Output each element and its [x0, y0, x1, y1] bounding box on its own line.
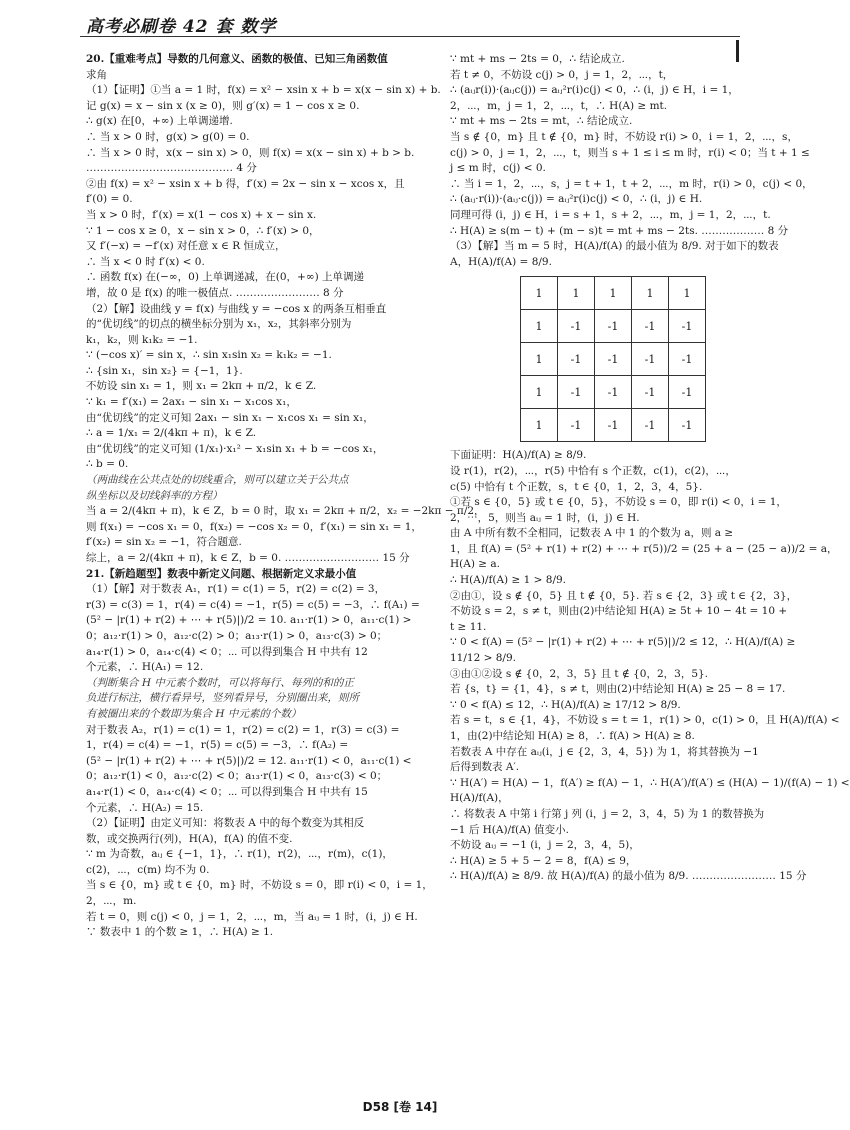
text-line: H(A)/f(A)， [450, 792, 509, 805]
text-line: (5² − |r(1) + r(2) + ⋯ + r(5)|)/2 = 12. a₁₁·r(1) < 0，a₁₁·c(1) < [86, 754, 412, 767]
text-line: （3）【解】当 m = 5 时，H(A)/f(A) 的最小值为 8/9. 对于如下的数表 [450, 240, 779, 253]
text-line: ∴ 将数表 A 中第 i 行第 j 列 (i，j = 2，3，4，5) 为 1 的数替换为 [450, 807, 765, 820]
table-cell: 1 [558, 277, 595, 310]
text-line: 当 x > 0 时，f′(x) = x(1 − cos x) + x − sin x. [86, 208, 317, 221]
text-line: 0；a₁₂·r(1) > 0，a₁₂·c(2) > 0；a₁₃·r(1) > 0，a₁₃·c(3) > 0； [86, 629, 388, 642]
text-line: ②由 f(x) = x² − xsin x + b 得，f′(x) = 2x − sin x − xcos x，且 [86, 177, 405, 190]
text-line: ∴ H(A) ≥ s(m − t) + (m − s)t = mt + ms − 2ts. ……………… 8 分 [450, 224, 789, 237]
table-cell: -1 [595, 409, 632, 442]
table-cell: -1 [558, 310, 595, 343]
text-line: c(j) > 0，j = 1，2，⋯，t，则当 s + 1 ≤ i ≤ m 时，r(i) < 0；当 t + 1 ≤ [450, 146, 810, 159]
text-line: ∵ 1 − cos x ≥ 0，x − sin x > 0，∴ f′(x) > 0， [86, 224, 320, 237]
text-line: ∴ H(A) ≥ 5 + 5 − 2 = 8，f(A) ≤ 9， [450, 854, 637, 867]
table-cell: 1 [521, 376, 558, 409]
text-line: 又 f′(−x) = −f′(x) 对任意 x ∈ R 恒成立， [86, 240, 286, 253]
text-line: （2）【证明】由定义可知：将数表 A 中的每个数变为其相反 [86, 817, 365, 830]
table-cell: -1 [669, 376, 706, 409]
text-line: 设 r(1)，r(2)，⋯，r(5) 中恰有 s 个正数，c(1)，c(2)，⋯， [450, 464, 736, 477]
text-line: 后得到数表 A′. [450, 761, 520, 774]
text-line: ③由①②设 s ∉ {0，2，3，5} 且 t ∉ {0，2，3，5}. [450, 667, 709, 680]
text-line: H(A) ≥ a. [450, 558, 501, 571]
text-line: 当 a = 2/(4kπ + π)，k ∈ Z，b = 0 时，取 x₁ = 2kπ + π/2，x₂ = −2kπ − π/2， [86, 505, 485, 518]
text-line: a₁₄·r(1) > 0，a₁₄·c(4) < 0；⋯ 可以得到集合 H 中共有 12 [86, 645, 368, 658]
text-line: 由 A 中所有数不全相同，记数表 A 中 1 的个数为 a，则 a ≥ [450, 527, 734, 540]
table-cell: 1 [669, 277, 706, 310]
text-line: r(3) = c(3) = 1，r(4) = c(4) = −1，r(5) = c(5) = −3，∴ f(A₁) = [86, 598, 420, 611]
text-line: 由“优切线”的定义可知 2ax₁ − sin x₁ − x₁cos x₁ = sin x₁， [86, 411, 374, 424]
text-line: ∵ 数表中 1 的个数 ≥ 1，∴ H(A) ≥ 1. [86, 926, 274, 939]
text-line: 若 {s，t} = {1，4}，s ≠ t，则由(2)中结论知 H(A) ≥ 25 − 8 = 17. [450, 683, 786, 696]
text-line: ①若 s ∈ {0，5} 或 t ∈ {0，5}，不妨设 s = 0，即 r(i) < 0，i = 1， [450, 496, 787, 509]
text-line: 下面证明：H(A)/f(A) ≥ 8/9. [450, 449, 587, 462]
table-cell: -1 [632, 376, 669, 409]
text-line: ∵ mt + ms − 2ts = 0，∴ 结论成立. [450, 53, 625, 65]
text-line: ∵ k₁ = f′(x₁) = 2ax₁ − sin x₁ − x₁cos x₁， [86, 396, 297, 409]
table-row [521, 409, 706, 442]
table-row [521, 310, 706, 343]
text-line: ∵ mt + ms − 2ts = mt，∴ 结论成立. [450, 115, 633, 128]
table-cell: 1 [595, 277, 632, 310]
text-line: 2，⋯，5，则当 aᵢⱼ = 1 时，(i，j) ∈ H. [450, 511, 640, 524]
text-line: 的“优切线”的切点的横坐标分别为 x₁，x₂，其斜率分别为 [86, 318, 352, 331]
text-line: 20.【重难考点】导数的几何意义、函数的极值、已知三角函数值 [86, 53, 388, 65]
table-cell: 1 [632, 277, 669, 310]
text-line: 11/12 > 8/9. [450, 652, 516, 665]
text-line: 则 f(x₁) = −cos x₁ = 0，f(x₂) = −cos x₂ = 0，f′(x₁) = sin x₁ = 1， [86, 520, 422, 533]
text-line: 当 s ∈ {0，m} 或 t ∈ {0，m} 时，不妨设 s = 0，即 r(i) < 0，i = 1， [86, 879, 433, 892]
text-line: （1）【证明】①当 a = 1 时，f(x) = x² − xsin x + b = x(x − sin x) + b. [86, 84, 441, 97]
text-line: 不妨设 s = 2，s ≠ t，则由(2)中结论知 H(A) ≥ 5t + 10 − 4t = 10 + [450, 605, 788, 618]
table-row [521, 376, 706, 409]
table-cell: -1 [558, 409, 595, 442]
text-line: ∴ H(A)/f(A) ≥ 1 > 8/9. [450, 574, 567, 587]
right-column [450, 52, 850, 885]
table-cell: 1 [521, 277, 558, 310]
text-line: 2，⋯，m. [86, 895, 137, 908]
text-line: 1，且 f(A) = (5² + r(1) + r(2) + ⋯ + r(5))/2 = (25 + a − (25 − a))/2 = a， [450, 542, 838, 555]
text-line: 对于数表 A₂，r(1) = c(1) = 1，r(2) = c(2) = 1，r(3) = c(3) = [86, 723, 400, 736]
text-line: 个元素，∴ H(A₁) = 12. [86, 661, 204, 674]
text-line: …………………………………… 4 分 [86, 162, 257, 175]
text-line: ∴ 当 x > 0 时，g(x) > g(0) = 0. [86, 130, 250, 143]
text-line: 21.【新趋题型】数表中新定义问题、根据新定义求最小值 [86, 567, 357, 580]
table-cell: -1 [632, 310, 669, 343]
header-rule [80, 36, 740, 37]
text-line: ∴ a = 1/x₁ = 2/(4kπ + π)，k ∈ Z. [86, 427, 257, 440]
text-line: ∴ 当 x > 0 时，x(x − sin x) > 0，则 f(x) = x(x − sin x) + b > b. [86, 146, 415, 159]
text-line: 数，或交换两行(列)，H(A)，f(A) 的值不变. [86, 832, 293, 845]
text-line: (5² − |r(1) + r(2) + ⋯ + r(5)|)/2 = 10. a₁₁·r(1) > 0，a₁₁·c(1) > [86, 614, 412, 627]
table-cell: -1 [669, 409, 706, 442]
text-line: t ≥ 11. [450, 620, 487, 633]
text-line: ∴ 函数 f(x) 在(−∞，0) 上单调递减，在(0，+∞) 上单调递 [86, 271, 365, 284]
text-line: f′(0) = 0. [86, 193, 133, 206]
table-cell: -1 [632, 409, 669, 442]
text-line: 不妨设 aᵢⱼ = −1 (i，j = 2，3，4，5)， [450, 839, 640, 852]
text-line: 不妨设 sin x₁ = 1，则 x₁ = 2kπ + π/2，k ∈ Z. [86, 380, 317, 393]
text-line: −1 后 H(A)/f(A) 值变小. [450, 823, 569, 836]
page-footer: D58 [卷 14] [362, 1100, 438, 1114]
text-line: （2）【解】设曲线 y = f(x) 与曲线 y = −cos x 的两条互相垂直 [86, 302, 387, 315]
table-cell: -1 [669, 343, 706, 376]
text-line: 若 t ≠ 0，不妨设 c(j) > 0，j = 1，2，⋯，t， [450, 68, 674, 81]
table-cell: -1 [558, 376, 595, 409]
text-line: 同理可得 (i，j) ∈ H，i = s + 1，s + 2，⋯，m，j = 1，2，⋯，t. [450, 208, 771, 221]
text-line: j ≤ m 时，c(j) < 0. [450, 162, 546, 175]
text-line: ∴ b = 0. [86, 458, 129, 471]
table-a [520, 276, 706, 442]
text-line: c(2)，⋯，c(m) 均不为 0. [86, 863, 210, 876]
text-line: ∴ (aᵢⱼ·r(i))·(aᵢⱼ·c(j)) = aᵢⱼ²r(i)c(j) < 0，∴ (i，j) ∈ H. [450, 193, 703, 206]
text-line: （1）【解】对于数表 A₁，r(1) = c(1) = 5，r(2) = c(2) = 3， [86, 583, 386, 596]
text-line: 2，⋯，m，j = 1，2，⋯，t，∴ H(A) ≥ mt. [450, 99, 668, 112]
text-line: 当 s ∉ {0，m} 且 t ∉ {0，m} 时，不妨设 r(i) > 0，i = 1，2，⋯，s， [450, 130, 798, 143]
text-line: 若 s = t，s ∈ {1，4}，不妨设 s = t = 1，r(1) > 0，c(1) > 0，且 H(A)/f(A) < [450, 714, 840, 727]
text-line: k₁，k₂，则 k₁k₂ = −1. [86, 333, 198, 346]
table-cell: 1 [521, 310, 558, 343]
text-line: 有被圈出来的个数即为集合 H 中元素的个数） [86, 707, 302, 720]
table-cell: -1 [595, 376, 632, 409]
text-line: ∴ (aᵢⱼr(i))·(aᵢⱼc(j)) = aᵢⱼ²r(i)c(j) < 0，∴ (i，j) ∈ H，i = 1， [450, 84, 739, 97]
text-line: ∴ {sin x₁，sin x₂} = {−1，1}. [86, 364, 243, 377]
text-line: 若 t = 0，则 c(j) < 0，j = 1，2，⋯，m，当 aᵢⱼ = 1 时，(i，j) ∈ H. [86, 910, 418, 923]
table-cell: -1 [558, 343, 595, 376]
text-line: ∵ (−cos x)′ = sin x，∴ sin x₁sin x₂ = k₁k₂ = −1. [86, 349, 332, 362]
text-line: ∴ g(x) 在[0，+∞) 上单调递增. [86, 115, 233, 128]
text-line: c(5) 中恰有 t 个正数，s，t ∈ {0，1，2，3，4，5}. [450, 480, 703, 493]
text-line: （两曲线在公共点处的切线重合，则可以建立关于公共点 [86, 474, 349, 487]
table-cell: -1 [595, 310, 632, 343]
text-line: 纵坐标以及切线斜率的方程） [86, 489, 223, 502]
text-line: 由“优切线”的定义可知 (1/x₁)·x₁² − x₁sin x₁ + b = −cos x₁， [86, 442, 384, 455]
right-bottom-text [450, 448, 850, 885]
text-line: 若数表 A 中存在 aᵢⱼ(i，j ∈ {2，3，4，5}) 为 1，将其替换为 −1 [450, 745, 759, 758]
text-line: 增，故 0 是 f(x) 的唯一极值点. …………………… 8 分 [86, 286, 344, 299]
text-line: （判断集合 H 中元素个数时，可以将每行、每列的和的正 [86, 676, 354, 689]
text-line: f′(x₂) = sin x₂ = −1，符合题意. [86, 536, 242, 549]
text-line: ∵ 0 < f(A) ≤ 12，∴ H(A)/f(A) ≥ 17/12 > 8/9. [450, 698, 681, 711]
text-line: 个元素，∴ H(A₂) = 15. [86, 801, 204, 814]
table-cell: -1 [669, 310, 706, 343]
table-cell: 1 [521, 409, 558, 442]
table-cell: -1 [595, 343, 632, 376]
text-line: 综上，a = 2/(4kπ + π)，k ∈ Z，b = 0. ……………………… 15 分 [86, 552, 410, 564]
text-line: 求角 [86, 68, 107, 81]
text-line: ∵ m 为奇数，aᵢⱼ ∈ {−1，1}，∴ r(1)，r(2)，⋯，r(m)，c(1)， [86, 848, 393, 861]
text-line: ∴ 当 x < 0 时 f′(x) < 0. [86, 255, 205, 268]
text-line: 0；a₁₂·r(1) < 0，a₁₂·c(2) < 0；a₁₃·r(1) < 0，a₁₃·c(3) < 0； [86, 770, 388, 783]
text-line: ∴ H(A)/f(A) ≥ 8/9. 故 H(A)/f(A) 的最小值为 8/9. …………………… 15 分 [450, 870, 807, 883]
text-line: 1，r(4) = c(4) = −1，r(5) = c(5) = −3，∴ f(A₂) = [86, 739, 349, 752]
text-line: a₁₄·r(1) < 0，a₁₄·c(4) < 0；⋯ 可以得到集合 H 中共有 15 [86, 785, 368, 798]
text-line: 记 g(x) = x − sin x (x ≥ 0)，则 g′(x) = 1 − cos x ≥ 0. [86, 99, 360, 112]
table-cell: 1 [521, 343, 558, 376]
text-line: A，H(A)/f(A) = 8/9. [450, 255, 552, 268]
header-title: 高考必刷卷 42 套 数学 [86, 17, 277, 37]
text-line: 负进行标注，横行看异号，竖列看异号，分别圈出来，则所 [86, 692, 359, 705]
text-line: 1，由(2)中结论知 H(A) ≥ 8，∴ f(A) > H(A) ≥ 8. [450, 730, 695, 742]
table-cell: -1 [632, 343, 669, 376]
table-row [521, 277, 706, 310]
text-line: ②由①，设 s ∉ {0，5} 且 t ∉ {0，5}. 若 s ∈ {2，3} 或 t ∈ {2，3}， [450, 589, 798, 602]
table-row [521, 343, 706, 376]
text-line: ∴ 当 i = 1，2，⋯，s，j = t + 1，t + 2，⋯，m 时，r(i) > 0，c(j) < 0， [450, 177, 813, 190]
text-line: ∵ 0 < f(A) = (5² − |r(1) + r(2) + ⋯ + r(5)|)/2 ≤ 12，∴ H(A)/f(A) ≥ [450, 636, 796, 649]
text-line: ∵ H(A′) = H(A) − 1，f(A′) ≥ f(A) − 1，∴ H(A′)/f(A′) ≤ (H(A) − 1)/(f(A) − 1) < [450, 776, 850, 789]
right-top-text [450, 52, 813, 270]
